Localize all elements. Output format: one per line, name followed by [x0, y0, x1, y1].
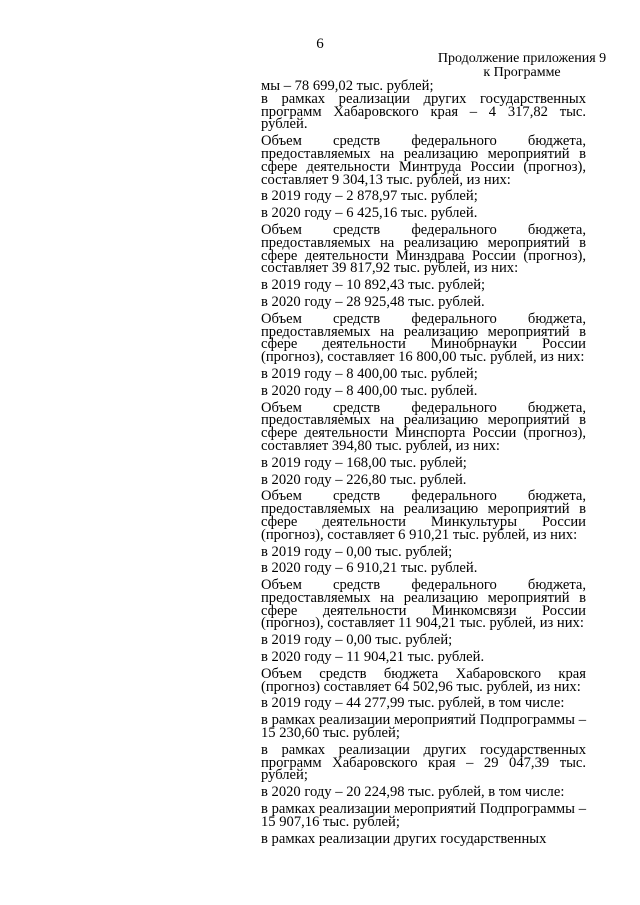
- paragraph: в 2020 году – 20 224,98 тыс. рублей, в том числе:: [261, 784, 565, 801]
- appendix-subtitle: к Программе: [483, 65, 561, 80]
- paragraph: мы – 78 699,02 тыс. рублей;: [261, 78, 434, 94]
- paragraph: в 2020 году – 8 400,00 тыс. рублей.: [261, 382, 478, 399]
- paragraph: в 2019 году – 2 878,97 тыс. рублей;: [261, 188, 478, 205]
- paragraph: в 2019 году – 0,00 тыс. рублей;: [261, 543, 453, 560]
- paragraph: Объем средств федерального бюджета, предоставляемых на реализацию мероприятий в сфере деятельности Минкультуры России (прогноз), составляет 6 910,21 тыс. рублей, из них:: [261, 488, 586, 543]
- paragraph: в рамках реализации других государственных программ Хабаровского края – 4 317,82 тыс. рублей.: [261, 90, 586, 133]
- paragraph: в 2020 году – 226,80 тыс. рублей.: [261, 471, 467, 488]
- document-body: [261, 80, 586, 845]
- paragraph: Объем средств федерального бюджета, предоставляемых на реализацию мероприятий в сфере деятельности Минздрава России (прогноз), составляет 39 817,92 тыс. рублей, из них:: [261, 221, 586, 277]
- paragraph: в 2020 году – 6 910,21 тыс. рублей.: [261, 560, 478, 577]
- paragraph: в 2019 году – 8 400,00 тыс. рублей;: [261, 365, 478, 382]
- page-number: 6: [316, 36, 324, 52]
- paragraph: Объем средств бюджета Хабаровского края (прогноз) составляет 64 502,96 тыс. рублей, из них:: [261, 665, 586, 695]
- paragraph: в 2019 году – 168,00 тыс. рублей;: [261, 454, 467, 471]
- paragraph: в 2020 году – 6 425,16 тыс. рублей.: [261, 205, 478, 222]
- paragraph: в 2020 году – 11 904,21 тыс. рублей.: [261, 649, 485, 666]
- paragraph: в рамках реализации мероприятий Подпрограммы – 15 907,16 тыс. рублей;: [261, 801, 586, 830]
- paragraph: в рамках реализации мероприятий Подпрограммы – 15 230,60 тыс. рублей;: [261, 712, 586, 742]
- appendix-note: [424, 52, 620, 80]
- paragraph: в рамках реализации других государственных программ Хабаровского края – 29 047,39 тыс. рублей;: [261, 741, 586, 784]
- paragraph: Объем средств федерального бюджета, предоставляемых на реализацию мероприятий в сфере деятельности Минкомсвязи России (прогноз), составляет 11 904,21 тыс. рублей, из них:: [261, 577, 586, 632]
- paragraph: в 2019 году – 10 892,43 тыс. рублей;: [261, 277, 486, 294]
- paragraph: в 2020 году – 28 925,48 тыс. рублей.: [261, 293, 485, 310]
- paragraph: Объем средств федерального бюджета, предоставляемых на реализацию мероприятий в сфере деятельности Минспорта России (прогноз), составляет 394,80 тыс. рублей, из них:: [261, 399, 586, 454]
- paragraph: в рамках реализации других государственных: [261, 830, 547, 847]
- paragraph: Объем средств федерального бюджета, предоставляемых на реализацию мероприятий в сфере деятельности Минобрнауки России (прогноз), составляет 16 800,00 тыс. рублей, из них:: [261, 310, 586, 366]
- paragraph: в 2019 году – 0,00 тыс. рублей;: [261, 632, 453, 649]
- paragraph: в 2019 году – 44 277,99 тыс. рублей, в том числе:: [261, 695, 565, 712]
- paragraph: Объем средств федерального бюджета, предоставляемых на реализацию мероприятий в сфере деятельности Минтруда России (прогноз), составляет 9 304,13 тыс. рублей, из них:: [261, 133, 586, 188]
- appendix-title: Продолжение приложения 9: [437, 51, 607, 66]
